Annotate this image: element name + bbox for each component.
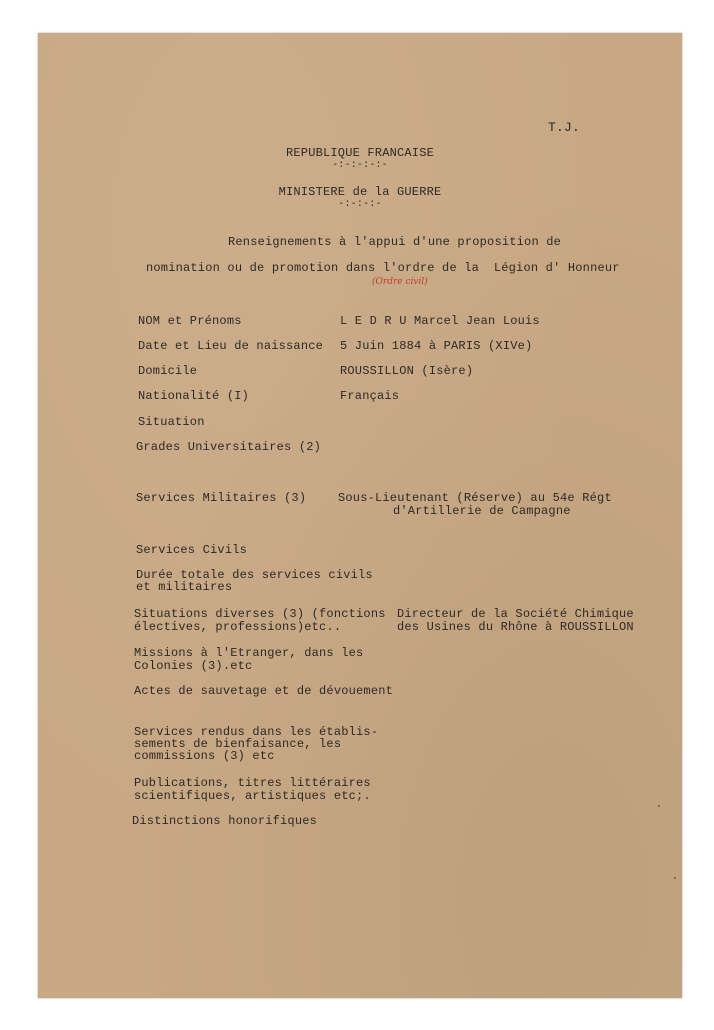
civil-services-label: Services Civils [136,543,248,557]
total-duration-line-2: et militaires [136,580,233,594]
form-title-line-2: nomination ou de promotion dans l'ordre de la Légion d' Honneur [146,261,620,275]
field-label-degrees: Grades Universitaires (2) [136,440,322,454]
situations-label-line-2: électives, professions)etc.. [134,620,342,634]
situations-label-line-1: Situations diverses (3) (fonctions [134,607,386,621]
total-duration-line-1: Durée totale des services civils [136,568,373,582]
services-rendered-line-2: sements de bienfaisance, les [134,737,342,751]
field-label-name: NOM et Prénoms [138,314,242,328]
field-value-name: L E D R U Marcel Jean Louis [340,314,540,328]
military-value-line-1: Sous-Lieutenant (Réserve) au 54e Régt [338,491,612,505]
rescue-label: Actes de sauvetage et de dévouement [134,684,394,698]
missions-line-1: Missions à l'Etranger, dans les [134,646,364,660]
field-label-nationality: Nationalité (I) [138,389,250,403]
paper-speck [658,805,660,807]
handwritten-note: (Ordre civil) [372,277,428,287]
publications-line-2: scientifiques, artistiques etc;. [134,789,371,803]
header-separator-2: -:-:-:- [338,199,382,210]
honors-label: Distinctions honorifiques [132,814,318,828]
field-value-domicile: ROUSSILLON (Isère) [340,364,474,378]
missions-line-2: Colonies (3).etc [134,659,253,673]
form-title-line-1: Renseignements à l'appui d'une proposition de [228,235,562,249]
military-label: Services Militaires (3) [136,491,307,505]
military-value-line-2: d'Artillerie de Campagne [393,504,571,518]
situations-value-line-1: Directeur de la Société Chimique [397,607,634,621]
ministry-heading: MINISTERE de la GUERRE [278,185,442,199]
field-value-birth: 5 Juin 1884 à PARIS (XIVe) [340,339,533,353]
services-rendered-line-1: Services rendus dans les établis- [134,725,379,739]
republic-heading: REPUBLIQUE FRANCAISE [285,146,435,160]
field-value-nationality: Français [340,389,400,403]
field-label-situation: Situation [138,415,205,429]
publications-line-1: Publications, titres littéraires [134,776,371,790]
situations-value-line-2: des Usines du Rhône à ROUSSILLON [397,620,634,634]
paper-speck [674,877,676,879]
header-separator-1: -:-:-:-:- [332,160,388,171]
services-rendered-line-3: commissions (3) etc [134,749,275,763]
document-paper [38,33,682,998]
field-label-birth: Date et Lieu de naissance [138,339,324,353]
field-label-domicile: Domicile [138,364,198,378]
reference-code: T.J. [548,120,581,135]
